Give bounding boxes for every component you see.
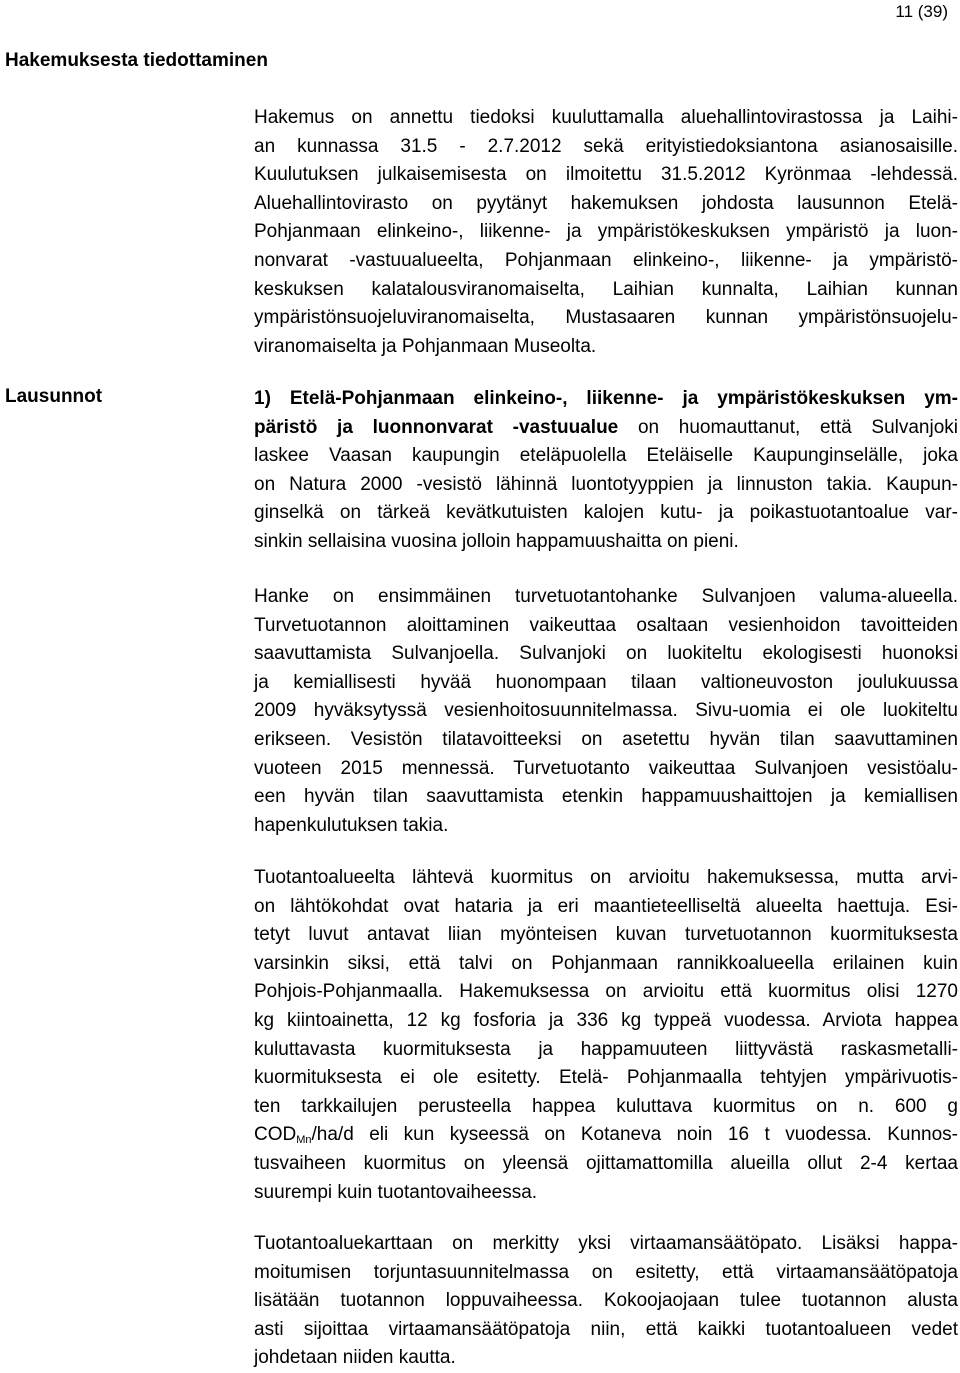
- cod-label: COD: [254, 1124, 297, 1146]
- text-line: tusvaiheen kuormitus on yleensä ojittamattomilla alueilla ollut 2-4 kertaa: [254, 1152, 958, 1174]
- text-line: tetyt luvut antavat liian myönteisen kuvan turvetuotannon kuormituksesta: [254, 924, 958, 946]
- bold-text: 1) Etelä-Pohjanmaan elinkeino-, liikenne- ja ympäristökeskuksen ym-: [254, 388, 958, 409]
- paragraph-ely-lausunto: [254, 385, 958, 557]
- text-line: saavuttamista Sulvanjoella. Sulvanjoki on luokiteltu ekologisesti huonoksi: [254, 643, 958, 665]
- text-line: johdetaan niiden kautta.: [254, 1347, 456, 1369]
- text-line: ympäristönsuojeluviranomaiselta, Mustasaaren kunnan ympäristönsuojelu-: [254, 307, 958, 329]
- text-line: moitumisen torjuntasuunnitelmassa on esitetty, että virtaamansäätöpatoja: [254, 1261, 958, 1283]
- text-line: on Natura 2000 -vesistö lähinnä luontotyyppien ja linnuston takia. Kaupun-: [254, 473, 958, 495]
- text-line: Pohjois-Pohjanmaalla. Hakemuksessa on arvioitu että kuormitus olisi 1270: [254, 981, 958, 1003]
- text-line: sinkin sellaisina vuosina jolloin happamuushaitta on pieni.: [254, 530, 739, 552]
- text-line: Tuotantoaluekarttaan on merkitty yksi virtaamansäätöpato. Lisäksi happa-: [254, 1233, 958, 1254]
- text-line: Kuulutuksen julkaisemisesta on ilmoitettu 31.5.2012 Kyrönmaa -lehdessä.: [254, 164, 958, 186]
- text-run: on huomauttanut, että Sulvanjoki: [618, 416, 958, 438]
- bold-text: päristö ja luonnonvarat -vastuualue: [254, 416, 619, 438]
- heading-hakemuksesta-tiedottaminen: Hakemuksesta tiedottaminen: [5, 50, 268, 71]
- text-line: Hakemus on annettu tiedoksi kuuluttamalla aluehallintovirastossa ja Laihi-: [254, 107, 958, 128]
- text-line: hapenkulutuksen takia.: [254, 814, 449, 836]
- text-line: laskee Vaasan kaupungin eteläpuolella Eteläiselle Kaupunginselälle, joka: [254, 445, 958, 467]
- text-line: suurempi kuin tuotantovaiheessa.: [254, 1181, 538, 1203]
- text-line: Pohjanmaan elinkeino-, liikenne- ja ympäristökeskuksen ympäristö ja luon-: [254, 221, 958, 243]
- text-line: Hanke on ensimmäinen turvetuotantohanke Sulvanjoen valuma-alueella.: [254, 586, 958, 607]
- text-line: Turvetuotannon aloittaminen vaikeuttaa osaltaan vesienhoidon tavoitteiden: [254, 614, 958, 636]
- text-line: [254, 1121, 958, 1150]
- text-line: nonvarat -vastuualueelta, Pohjanmaan elinkeino-, liikenne- ja ympäristö-: [254, 249, 958, 271]
- text-line: ten tarkkailujen perusteella happea kuluttava kuormitus on n. 600 g: [254, 1095, 958, 1117]
- text-line: viranomaiselta ja Pohjanmaan Museolta.: [254, 335, 597, 357]
- text-run: /ha/d eli kun kyseessä on Kotaneva noin 16 t vuodessa. Kunnos-: [311, 1124, 958, 1146]
- text-line: erikseen. Vesistön tilatavoitteeksi on asetettu hyvän tilan saavuttaminen: [254, 728, 958, 750]
- text-line: kuluttavasta kuormituksesta ja happamuuteen liittyvästä raskasmetalli-: [254, 1038, 958, 1060]
- text-line: varsinkin siksi, että talvi on Pohjanmaan rannikkoalueella erilainen kuin: [254, 952, 958, 974]
- cod-subscript: Mn: [296, 1134, 312, 1147]
- text-line: vuoteen 2015 mennessä. Turvetuotanto vaikeuttaa Sulvanjoen vesistöalu-: [254, 757, 958, 779]
- text-line: lisätään tuotannon loppuvaiheessa. Kokoojaojaan tulee tuotannon alusta: [254, 1290, 958, 1312]
- text-line: een hyvän tilan saavuttamista etenkin happamuushaittojen ja kemiallisen: [254, 786, 958, 808]
- text-line: kuormituksesta ei ole esitetty. Etelä- Pohjanmaalla tehtyjen ympärivuotis-: [254, 1067, 958, 1089]
- page-number: 11 (39): [895, 2, 948, 21]
- paragraph-virtaamansaatopato: [254, 1230, 958, 1373]
- text-line: Tuotantoalueelta lähtevä kuormitus on arvioitu hakemuksessa, mutta arvi-: [254, 867, 958, 888]
- paragraph-kuormitus: [254, 864, 958, 1207]
- text-line: [254, 414, 958, 443]
- paragraph-tiedottaminen: [254, 104, 958, 361]
- text-line: asti sijoittaa virtaamansäätöpatoja niin, että kaikki tuotantoalueen vedet: [254, 1318, 958, 1340]
- text-line: keskuksen kalatalousviranomaiselta, Laihian kunnalta, Laihian kunnan: [254, 278, 958, 300]
- text-line: Aluehallintovirasto on pyytänyt hakemuksen johdosta lausunnon Etelä-: [254, 192, 958, 214]
- paragraph-hanke: [254, 583, 958, 840]
- heading-lausunnot: Lausunnot: [5, 386, 103, 407]
- text-line: on lähtökohdat ovat hataria ja eri maantieteelliseltä alueelta haettuja. Esi-: [254, 895, 958, 917]
- text-line: an kunnassa 31.5 - 2.7.2012 sekä erityistiedoksiantona asianosaisille.: [254, 135, 958, 157]
- text-line: ginselkä on tärkeä kevätkutuisten kalojen kutu- ja poikastuotantoalue var-: [254, 502, 958, 524]
- text-line: 2009 hyväksytyssä vesienhoitosuunnitelmassa. Sivu-uomia ei ole luokiteltu: [254, 700, 958, 722]
- text-line: ja kemiallisesti hyvää huonompaan tilaan valtioneuvoston joulukuussa: [254, 671, 958, 693]
- text-line: kg kiintoainetta, 12 kg fosforia ja 336 kg typpeä vuodessa. Arviota happea: [254, 1009, 958, 1031]
- text-line: [254, 385, 958, 414]
